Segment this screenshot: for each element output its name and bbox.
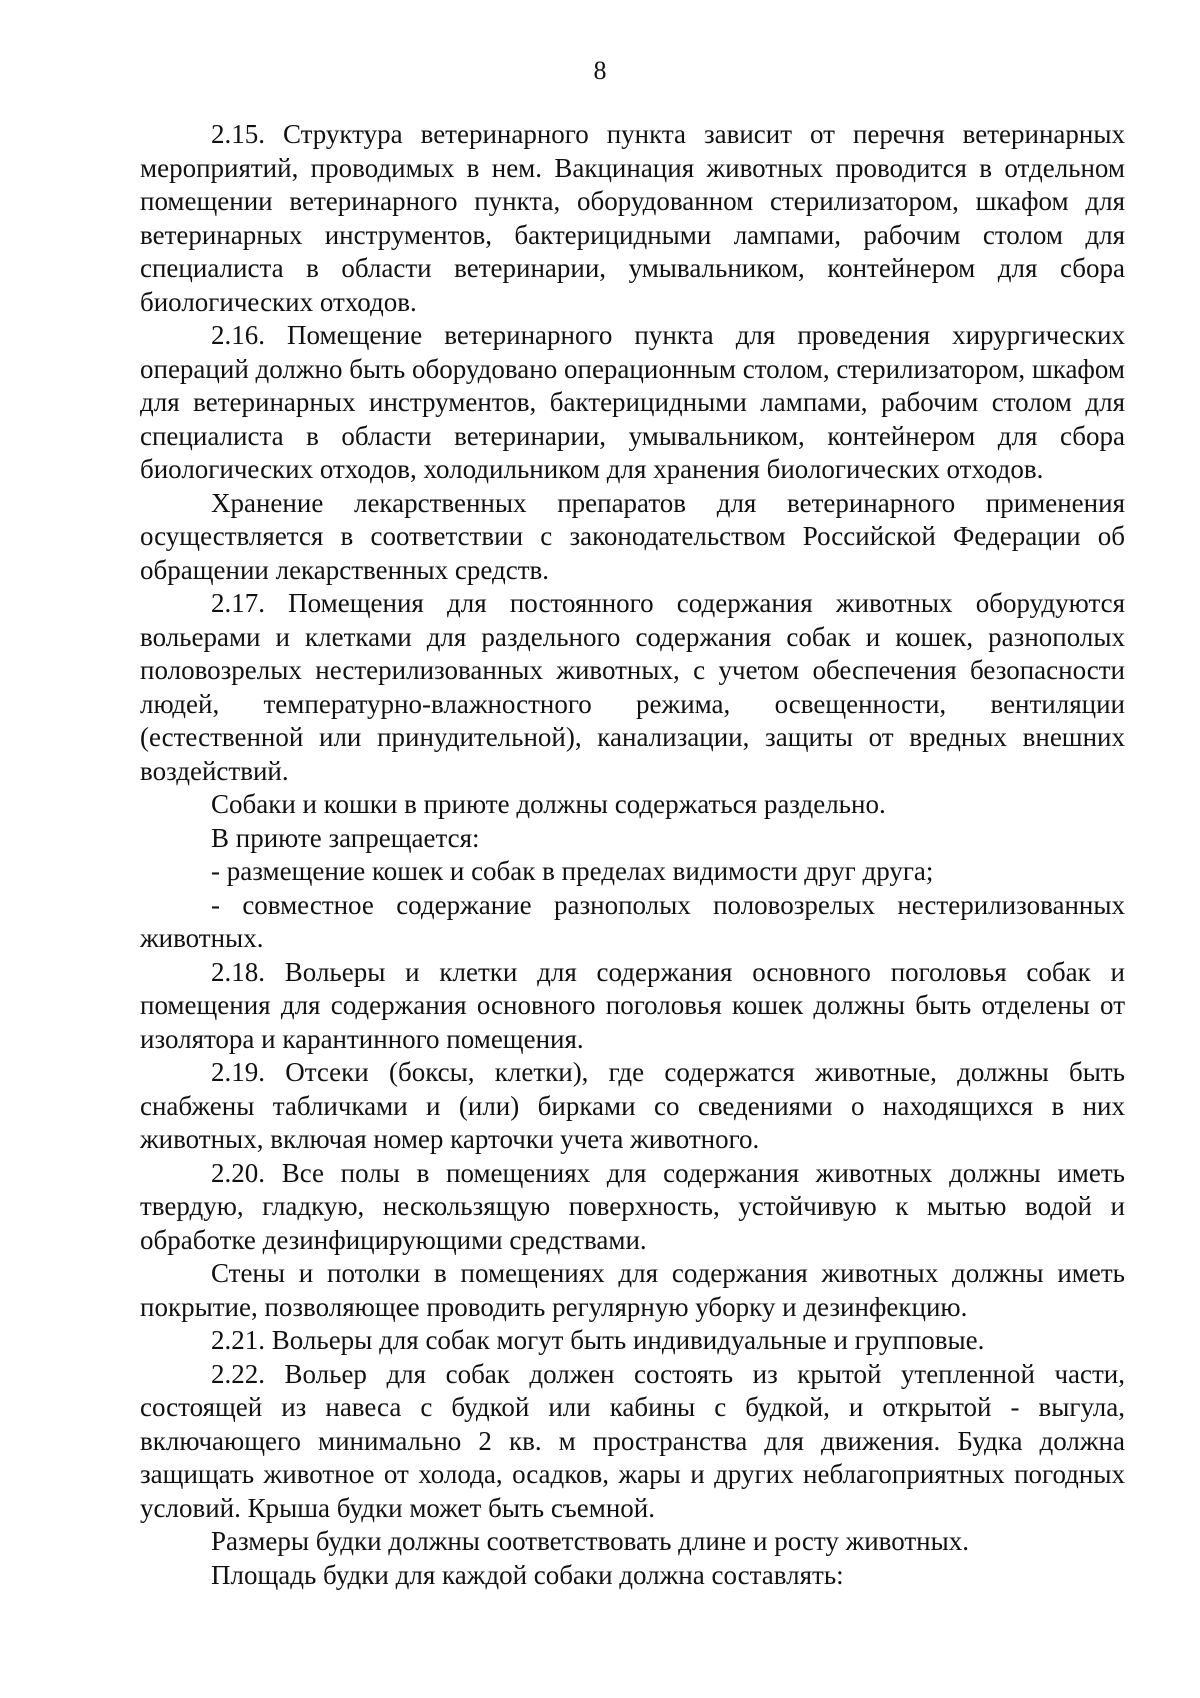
paragraph-2-17: 2.17. Помещения для постоянного содержания животных оборудуются вольерами и клетками для раздельного содержания собак и кошек, разнополых половозрелых нестерилизованных животных, с учетом обеспечения безопасности людей, температурно-влажностного режима, освещенности, вентиляции (естественной или принудительной), канализации, защиты от вредных внешних воздействий.: [140, 588, 1125, 786]
paragraph-medicine-storage: Хранение лекарственных препаратов для ветеринарного применения осуществляется в соответствии с законодательством Российской Федерации об обращении лекарственных средств.: [140, 487, 1125, 585]
paragraph-2-20: 2.20. Все полы в помещениях для содержания животных должны иметь твердую, гладкую, нескользящую поверхность, устойчивую к мытью водой и обработке дезинфицирующими средствами.: [140, 1157, 1125, 1255]
body-text: [140, 118, 1125, 1592]
paragraph-2-16: 2.16. Помещение ветеринарного пункта для проведения хирургических операций должно быть оборудовано операционным столом, стерилизатором, шкафом для ветеринарных инструментов, бактерицидными лампами, рабочим столом для специалиста в области ветеринарии, умывальником, контейнером для сбора биологических отходов, холодильником для хранения биологических отходов.: [140, 320, 1125, 484]
paragraph-prohibited-item-2: - совместное содержание разнополых половозрелых нестерилизованных животных.: [140, 889, 1125, 953]
paragraph-prohibited-item-1: - размещение кошек и собак в пределах видимости друг друга;: [211, 856, 934, 886]
page-number: 8: [593, 56, 607, 85]
paragraph-2-18: 2.18. Вольеры и клетки для содержания основного поголовья собак и помещения для содержания основного поголовья кошек должны быть отделены от изолятора и карантинного помещения.: [140, 956, 1125, 1054]
paragraph-prohibited-heading: В приюте запрещается:: [211, 822, 480, 853]
paragraph-kennel-area: Площадь будки для каждой собаки должна составлять:: [211, 1559, 844, 1590]
paragraph-2-22: 2.22. Вольер для собак должен состоять из крытой утепленной части, состоящей из навеса с будкой или кабины с будкой, и открытой - выгула, включающего минимально 2 кв. м пространства для движения. Будка должна защищать животное от холода, осадков, жары и других неблагоприятных погодных условий. Крыша будки может быть съемной.: [140, 1358, 1125, 1523]
paragraph-2-15: 2.15. Структура ветеринарного пункта зависит от перечня ветеринарных мероприятий, проводимых в нем. Вакцинация животных проводится в отдельном помещении ветеринарного пункта, оборудованном стерилизатором, шкафом для ветеринарных инструментов, бактерицидными лампами, рабочим столом для специалиста в области ветеринарии, умывальником, контейнером для сбора биологических отходов.: [140, 119, 1125, 317]
paragraph-walls-ceilings: Стены и потолки в помещениях для содержания животных должны иметь покрытие, позволяющее проводить регулярную уборку и дезинфекцию.: [140, 1258, 1125, 1322]
paragraph-kennel-size: Размеры будки должны соответствовать длине и росту животных.: [211, 1526, 970, 1556]
paragraph-separate-keeping: Собаки и кошки в приюте должны содержаться раздельно.: [211, 789, 886, 819]
paragraph-2-21: 2.21. Вольеры для собак могут быть индивидуальные и групповые.: [211, 1325, 985, 1355]
paragraph-2-19: 2.19. Отсеки (боксы, клетки), где содержатся животные, должны быть снабжены табличками и (или) бирками со сведениями о находящихся в них животных, включая номер карточки учета животного.: [140, 1057, 1125, 1154]
